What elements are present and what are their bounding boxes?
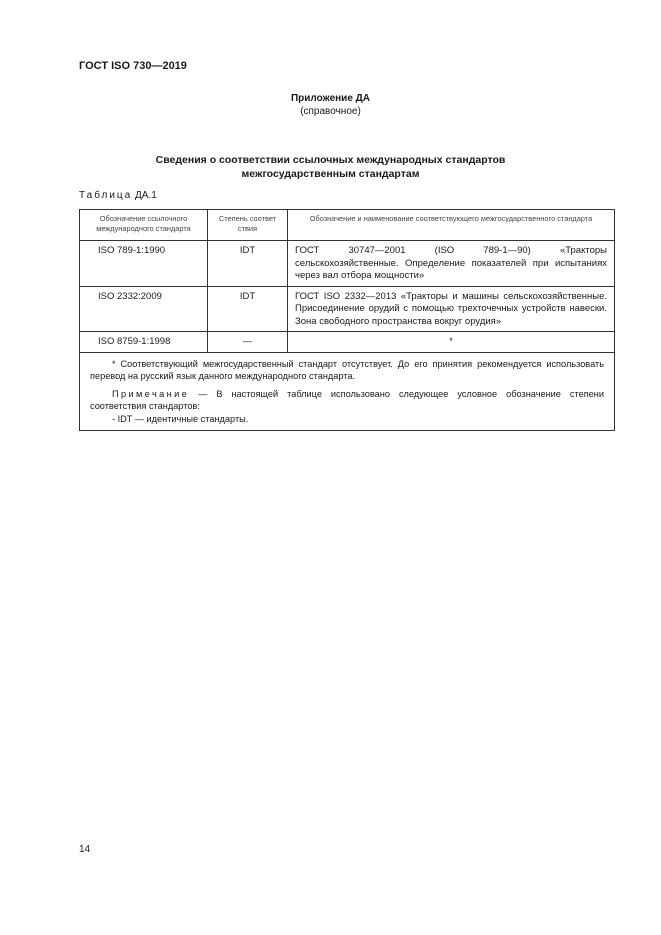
cell-degree: IDT (208, 241, 288, 287)
annex-heading (0, 92, 661, 118)
note-word: Примечание (112, 388, 190, 399)
table-row (80, 241, 615, 287)
cell-interstate-standard: ГОСТ ISO 2332—2013 «Тракторы и машины сельскохозяйственные. Присоединение орудий с помощью трехточечных устройств навески. Зона свободного пространства вокруг орудия» (288, 286, 615, 332)
section-title-line-2: межгосударственным стандартам (241, 168, 420, 180)
cell-intl-standard: ISO 8759-1:1998 (80, 332, 208, 353)
section-title-line-1: Сведения о соответствии ссылочных международных стандартов (155, 154, 506, 166)
table-notes (80, 352, 615, 431)
note-item: - IDT — идентичные стандарты. (112, 413, 249, 424)
cell-degree: — (208, 332, 288, 353)
table-label (79, 190, 157, 201)
annex-subtitle: (справочное) (300, 106, 361, 117)
table-row (80, 332, 615, 353)
header-intl-standard: Обозначение ссылочного международного стандарта (80, 210, 208, 241)
table-header-row (80, 210, 615, 241)
section-title (0, 153, 661, 181)
note (90, 388, 604, 413)
correspondence-table (79, 209, 615, 431)
cell-degree: IDT (208, 286, 288, 332)
cell-interstate-standard: * (288, 332, 615, 353)
document-code: ГОСТ ISO 730—2019 (79, 60, 187, 72)
table-label-word: Таблица (79, 190, 133, 201)
cell-intl-standard: ISO 789-1:1990 (80, 241, 208, 287)
cell-intl-standard: ISO 2332:2009 (80, 286, 208, 332)
header-interstate-standard: Обозначение и наименование соответствующего межгосударственного стандарта (288, 210, 615, 241)
annex-title: Приложение ДА (290, 93, 371, 104)
header-degree: Степень соответ ствия (208, 210, 288, 241)
table-label-number: ДА.1 (135, 190, 157, 201)
table-row (80, 286, 615, 332)
note-text: — В настоящей таблице использовано следующее условное обозначение степени соответствия стандартов: (90, 388, 604, 411)
table-notes-row (80, 352, 615, 431)
footnote: * Соответствующий межгосударственный стандарт отсутствует. До его принятия рекомендуется использовать перевод на русский язык данного международного стандарта. (90, 358, 604, 381)
page-number: 14 (79, 844, 91, 855)
cell-interstate-standard: ГОСТ 30747—2001 (ISO 789-1—90) «Тракторы сельскохозяйственные. Определение показателей при испытаниях через вал отбора мощности» (288, 241, 615, 287)
